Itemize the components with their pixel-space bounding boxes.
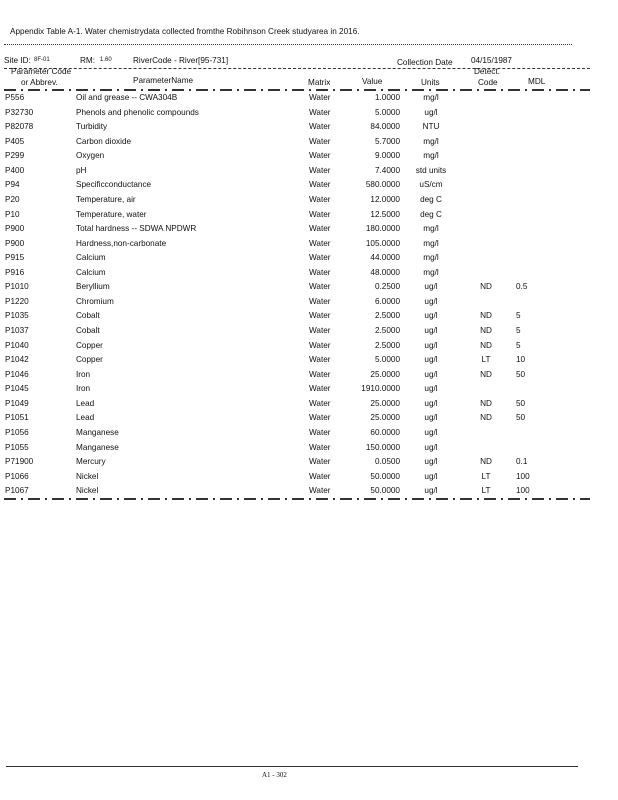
cell-matrix: Water: [309, 122, 331, 132]
table-row: [0, 326, 618, 341]
cell-code: P1042: [5, 355, 29, 365]
cell-mdl: 100: [516, 486, 530, 496]
page-number: A1 - 302: [262, 771, 287, 779]
cell-value: 2.5000: [374, 340, 400, 350]
cell-value: 48.0000: [370, 267, 400, 277]
table-row: [0, 282, 618, 297]
cell-units: ug/l: [424, 107, 438, 117]
site-id-label: Site ID:: [4, 56, 31, 65]
cell-units: ug/l: [424, 442, 438, 452]
footer-rule: [6, 766, 578, 767]
table-row: [0, 413, 618, 428]
cell-value: 105.0000: [365, 238, 400, 248]
cell-name: Copper: [76, 340, 103, 350]
cell-code: P71900: [5, 457, 34, 467]
table-row: [0, 151, 618, 166]
cell-mdl: 50: [516, 413, 526, 423]
cell-matrix: Water: [309, 224, 331, 234]
cell-units: mg/l: [423, 267, 439, 277]
cell-code: P20: [5, 194, 20, 204]
cell-matrix: Water: [309, 267, 331, 277]
cell-value: 5.7000: [374, 136, 400, 146]
cell-matrix: Water: [309, 398, 331, 408]
cell-code: P405: [5, 136, 25, 146]
cell-detect: LT: [481, 355, 491, 365]
data-table-body: [0, 93, 618, 501]
cell-code: P556: [5, 93, 25, 102]
col-detect-header-2: Code: [478, 78, 498, 87]
table-row: [0, 428, 618, 443]
table-row: [0, 457, 618, 472]
cell-units: ug/l: [424, 355, 438, 365]
table-row: [0, 166, 618, 181]
cell-name: Oxygen: [76, 151, 105, 161]
cell-code: P94: [5, 180, 20, 190]
cell-name: Nickel: [76, 471, 99, 481]
cell-detect: ND: [480, 340, 492, 350]
cell-units: mg/l: [423, 224, 439, 234]
cell-name: Phenols and phenolic compounds: [76, 107, 199, 117]
cell-matrix: Water: [309, 180, 331, 190]
table-row: [0, 311, 618, 326]
cell-mdl: 5: [516, 326, 521, 335]
cell-matrix: Water: [309, 209, 331, 219]
cell-mdl: 5: [516, 340, 521, 350]
table-end-rule: [4, 498, 590, 500]
header-top-rule: [4, 68, 590, 69]
cell-units: ug/l: [424, 471, 438, 481]
cell-name: Turbidity: [76, 122, 108, 132]
cell-code: P916: [5, 267, 25, 277]
cell-units: ug/l: [424, 486, 438, 496]
cell-name: Lead: [76, 398, 95, 408]
cell-code: P32730: [5, 107, 34, 117]
cell-value: 1910.0000: [361, 384, 400, 394]
collection-date-label: Collection Date: [397, 58, 453, 67]
cell-units: ug/l: [424, 427, 438, 437]
cell-name: Cobalt: [76, 311, 100, 321]
cell-code: P900: [5, 224, 25, 234]
title-divider: [4, 44, 572, 45]
cell-units: ug/l: [424, 398, 438, 408]
cell-units: ug/l: [424, 326, 438, 335]
cell-code: P1067: [5, 486, 29, 496]
cell-matrix: Water: [309, 427, 331, 437]
cell-name: Total hardness -- SDWA NPDWR: [76, 224, 197, 234]
table-row: [0, 443, 618, 458]
cell-matrix: Water: [309, 442, 331, 452]
col-mdl-header: MDL: [528, 77, 546, 86]
cell-code: P82078: [5, 122, 34, 132]
cell-name: Iron: [76, 384, 91, 394]
cell-matrix: Water: [309, 151, 331, 161]
cell-value: 12.5000: [370, 209, 400, 219]
cell-name: Oil and grease -- CWA304B: [76, 93, 178, 102]
cell-name: Carbon dioxide: [76, 136, 132, 146]
cell-units: mg/l: [423, 93, 439, 102]
cell-matrix: Water: [309, 311, 331, 321]
cell-code: P10: [5, 209, 20, 219]
cell-mdl: 50: [516, 369, 526, 379]
table-row: [0, 210, 618, 225]
cell-name: Specificconductance: [76, 180, 152, 190]
cell-mdl: 0.1: [516, 457, 528, 467]
cell-code: P1037: [5, 326, 29, 335]
cell-matrix: Water: [309, 326, 331, 335]
table-row: [0, 93, 618, 108]
table-row: [0, 370, 618, 385]
cell-units: deg C: [420, 209, 442, 219]
river-code: RiverCode - River[95-731]: [133, 56, 229, 65]
cell-detect: ND: [480, 282, 492, 292]
cell-units: mg/l: [423, 136, 439, 146]
cell-value: 5.0000: [374, 107, 400, 117]
col-code-header-1: Parameter Code: [11, 67, 72, 76]
cell-value: 0.0500: [374, 457, 400, 467]
table-row: [0, 239, 618, 254]
cell-units: ug/l: [424, 340, 438, 350]
cell-name: Calcium: [76, 253, 106, 263]
table-row: [0, 180, 618, 195]
cell-value: 9.0000: [374, 151, 400, 161]
cell-value: 25.0000: [370, 398, 400, 408]
cell-units: ug/l: [424, 311, 438, 321]
cell-matrix: Water: [309, 355, 331, 365]
table-title: Appendix Table A-1. Water chemistrydata collected fromthe Robihnson Creek studyarea in 2016.: [10, 27, 360, 36]
cell-code: P400: [5, 165, 25, 175]
cell-matrix: Water: [309, 457, 331, 467]
cell-matrix: Water: [309, 486, 331, 496]
cell-value: 0.2500: [374, 282, 400, 292]
cell-name: Nickel: [76, 486, 99, 496]
cell-value: 7.4000: [374, 165, 400, 175]
table-row: [0, 384, 618, 399]
cell-matrix: Water: [309, 253, 331, 263]
cell-matrix: Water: [309, 238, 331, 248]
col-code-header-2: or Abbrev.: [21, 78, 58, 87]
cell-code: P1040: [5, 340, 29, 350]
cell-matrix: Water: [309, 340, 331, 350]
cell-detect: ND: [480, 311, 492, 321]
cell-name: Mercury: [76, 457, 106, 467]
rm-value: 1.60: [100, 57, 112, 63]
table-row: [0, 268, 618, 283]
cell-name: Cobalt: [76, 326, 100, 335]
cell-code: P1035: [5, 311, 29, 321]
cell-matrix: Water: [309, 296, 331, 306]
cell-name: Calcium: [76, 267, 106, 277]
cell-mdl: 100: [516, 471, 530, 481]
cell-detect: LT: [481, 486, 491, 496]
col-detect-header-1: Detect.: [474, 67, 500, 76]
cell-name: Hardness,non-carbonate: [76, 238, 167, 248]
cell-units: ug/l: [424, 457, 438, 467]
cell-detect: LT: [481, 471, 491, 481]
cell-matrix: Water: [309, 413, 331, 423]
cell-code: P1056: [5, 427, 29, 437]
cell-units: ug/l: [424, 384, 438, 394]
cell-code: P915: [5, 253, 25, 263]
table-row: [0, 399, 618, 414]
cell-code: P900: [5, 238, 25, 248]
cell-units: NTU: [422, 122, 440, 132]
cell-matrix: Water: [309, 369, 331, 379]
collection-date-value: 04/15/1987: [471, 56, 512, 65]
col-value-header: Value: [362, 77, 383, 86]
table-row: [0, 137, 618, 152]
cell-value: 2.5000: [374, 311, 400, 321]
cell-units: mg/l: [423, 253, 439, 263]
cell-value: 5.0000: [374, 355, 400, 365]
table-row: [0, 341, 618, 356]
cell-value: 84.0000: [370, 122, 400, 132]
cell-value: 25.0000: [370, 369, 400, 379]
cell-mdl: 0.5: [516, 282, 528, 292]
cell-mdl: 50: [516, 398, 526, 408]
cell-name: Lead: [76, 413, 95, 423]
cell-value: 580.0000: [365, 180, 400, 190]
cell-matrix: Water: [309, 471, 331, 481]
cell-name: Manganese: [76, 427, 119, 437]
cell-name: Iron: [76, 369, 91, 379]
cell-units: ug/l: [424, 296, 438, 306]
cell-detect: ND: [480, 398, 492, 408]
col-name-header: ParameterName: [133, 76, 194, 85]
cell-units: ug/l: [424, 282, 438, 292]
cell-mdl: 5: [516, 311, 521, 321]
cell-units: std units: [415, 165, 447, 175]
cell-units: uS/cm: [419, 180, 443, 190]
cell-matrix: Water: [309, 282, 331, 292]
cell-matrix: Water: [309, 107, 331, 117]
cell-value: 50.0000: [370, 486, 400, 496]
cell-name: Beryllium: [76, 282, 110, 292]
cell-value: 12.0000: [370, 194, 400, 204]
site-id-value: 8F-01: [34, 57, 50, 63]
table-row: [0, 472, 618, 487]
cell-detect: ND: [480, 326, 492, 335]
cell-matrix: Water: [309, 165, 331, 175]
cell-value: 1.0000: [374, 93, 400, 102]
cell-value: 6.0000: [374, 296, 400, 306]
rm-label: RM:: [80, 56, 96, 65]
cell-units: ug/l: [424, 413, 438, 423]
cell-name: pH: [76, 165, 87, 175]
cell-name: Temperature, air: [76, 194, 136, 204]
table-row: [0, 108, 618, 123]
table-row: [0, 224, 618, 239]
cell-code: P1055: [5, 442, 29, 452]
cell-name: Copper: [76, 355, 103, 365]
cell-code: P1046: [5, 369, 29, 379]
cell-detect: ND: [480, 457, 492, 467]
cell-units: ug/l: [424, 369, 438, 379]
cell-name: Temperature, water: [76, 209, 147, 219]
cell-value: 2.5000: [374, 326, 400, 335]
cell-detect: ND: [480, 413, 492, 423]
cell-value: 44.0000: [370, 253, 400, 263]
cell-code: P1049: [5, 398, 29, 408]
cell-code: P1010: [5, 282, 29, 292]
col-units-header: Units: [421, 78, 440, 87]
cell-value: 150.0000: [365, 442, 400, 452]
table-row: [0, 122, 618, 137]
cell-units: mg/l: [423, 151, 439, 161]
cell-matrix: Water: [309, 93, 331, 102]
table-row: [0, 297, 618, 312]
cell-value: 60.0000: [370, 427, 400, 437]
header-bottom-rule: [4, 89, 590, 91]
cell-value: 25.0000: [370, 413, 400, 423]
cell-units: mg/l: [423, 238, 439, 248]
table-row: [0, 253, 618, 268]
cell-value: 50.0000: [370, 471, 400, 481]
cell-name: Chromium: [76, 296, 114, 306]
cell-matrix: Water: [309, 194, 331, 204]
cell-code: P1220: [5, 296, 29, 306]
col-matrix-header: Matrix: [308, 78, 331, 87]
cell-code: P1045: [5, 384, 29, 394]
cell-code: P299: [5, 151, 25, 161]
cell-matrix: Water: [309, 136, 331, 146]
cell-detect: ND: [480, 369, 492, 379]
table-row: [0, 355, 618, 370]
table-row: [0, 195, 618, 210]
cell-matrix: Water: [309, 384, 331, 394]
cell-units: deg C: [420, 194, 442, 204]
cell-code: P1051: [5, 413, 29, 423]
cell-mdl: 10: [516, 355, 526, 365]
cell-value: 180.0000: [365, 224, 400, 234]
cell-name: Manganese: [76, 442, 119, 452]
cell-code: P1066: [5, 471, 29, 481]
